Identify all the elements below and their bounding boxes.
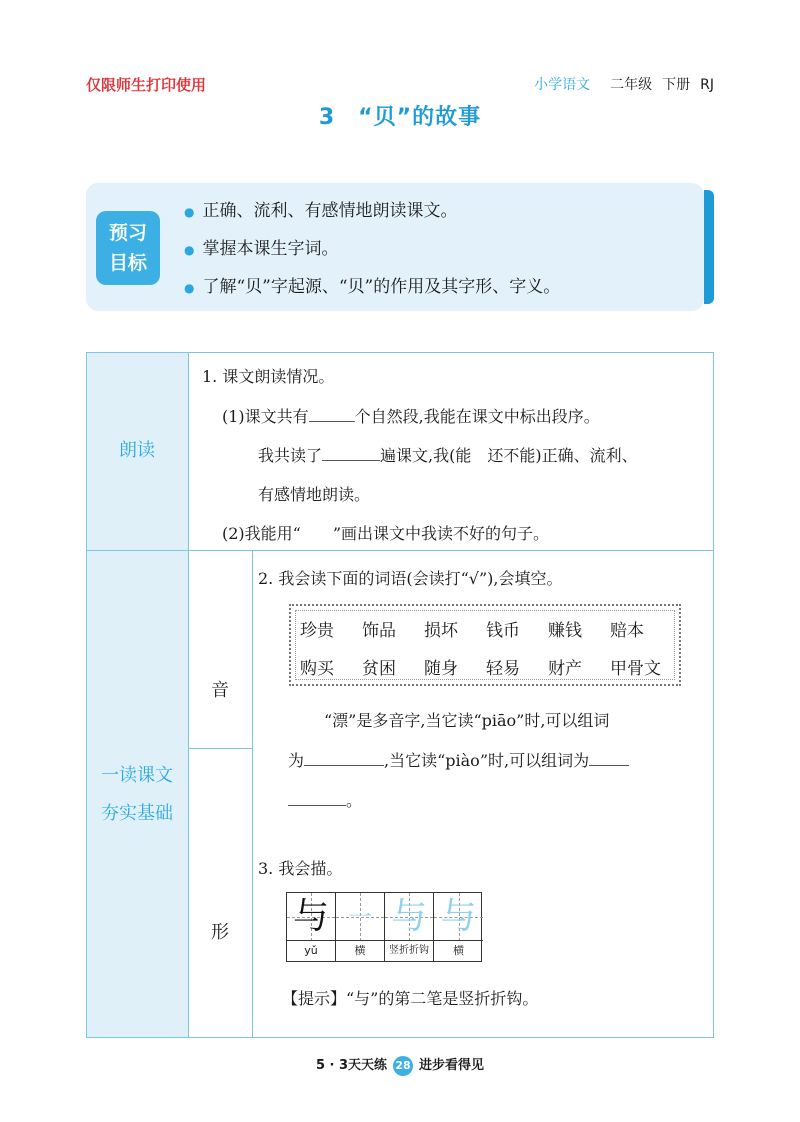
category-column [189,551,253,1037]
sound-category-label: 音 [211,680,229,701]
row-divider [87,550,713,551]
answer-blank[interactable] [288,791,346,806]
q1-part2: (2)我能用“ ”画出课文中我读不好的句子。 [222,524,550,543]
answer-blank[interactable] [309,407,355,422]
volume-label: 下册 [662,77,691,93]
reading-section-label: 朗读 [119,440,155,461]
q1-part1-line1: (1)课文共有 个自然段,我能在课文中标出段序。 [222,407,600,426]
bullet-icon: ● [184,242,195,257]
vocab-word[interactable]: 随身 [424,659,458,679]
vocab-word[interactable]: 赚钱 [548,621,582,641]
vocabulary-row-1 [300,616,672,641]
preview-panel-accent [704,190,714,304]
vocab-word[interactable]: 贫困 [362,659,396,679]
stroke-cell[interactable] [287,893,336,961]
preview-goals [184,192,560,306]
grade-label: 二年级 [610,77,653,93]
stroke-caption: 横 [434,940,483,961]
answer-blank[interactable] [304,751,384,766]
vocab-word[interactable]: 损坏 [424,621,458,641]
stroke-char: 与 [292,896,329,937]
page-footer [0,1054,800,1076]
vocabulary-row-2 [300,654,672,679]
answer-blank[interactable] [322,446,380,461]
stroke-caption: 竖折折钩 [385,940,433,961]
vocab-word[interactable]: 钱币 [486,621,520,641]
vocab-word[interactable]: 财产 [548,659,582,679]
subject-label: 小学语文 [534,77,591,93]
q1-part1-line3: 有感情地朗读。 [258,485,371,504]
category-divider [189,748,253,749]
footer-slogan: 进步看得见 [419,1058,485,1073]
goal-item: ● 掌握本课生字词。 [184,239,339,259]
vocab-word[interactable]: 购买 [300,659,334,679]
goal-item: ● 了解“贝”字起源、“贝”的作用及其字形、字义。 [184,277,561,297]
vocab-word[interactable]: 甲骨文 [610,659,661,679]
print-notice: 仅限师生打印使用 [86,76,207,94]
stroke-char: 一 [348,903,372,931]
badge-line-2: 目标 [108,252,147,274]
lesson-title: 3 “贝”的故事 [318,105,482,130]
stroke-cell[interactable] [336,893,385,961]
stroke-caption: 横 [336,940,384,961]
stroke-char: 与 [390,896,427,937]
bullet-icon: ● [184,204,195,219]
preview-badge [96,211,160,285]
badge-line-1: 预习 [108,222,147,244]
page-number: 28 [393,1056,413,1076]
footer-brand: 5 · 3天天练 [315,1058,388,1073]
book-info [524,74,714,94]
foundation-label-line-2: 夯实基础 [101,803,173,824]
shape-category-label: 形 [211,922,229,943]
bullet-icon: ● [184,280,195,295]
q2-title: 2. 我会读下面的词语(会读打“√”),会填空。 [258,569,563,588]
q1-title: 1. 课文朗读情况。 [202,367,335,386]
vocab-word[interactable]: 珍贵 [300,621,334,641]
stroke-order-table [286,892,482,962]
edition-label: RJ [700,77,714,93]
stroke-char: 与 [440,896,477,937]
stroke-cell[interactable] [385,893,434,961]
stroke-caption: yǔ [287,940,335,961]
goal-item: ● 正确、流利、有感情地朗读课文。 [184,201,458,221]
vocab-word[interactable]: 赔本 [610,621,644,641]
fill-line-3: 。 [288,788,362,811]
q1-part1-line2: 我共读了 遍课文,我(能 还不能)正确、流利、 [258,446,638,465]
stroke-cell[interactable] [434,893,483,961]
q3-title: 3. 我会描。 [258,859,343,878]
vocab-word[interactable]: 轻易 [486,659,520,679]
foundation-label-line-1: 一读课文 [101,765,173,786]
fill-line-2: 为 ,当它读“piào”时,可以组词为 [288,748,629,771]
answer-blank[interactable] [589,751,629,766]
vocab-word[interactable]: 饰品 [362,621,396,641]
q3-tip: 【提示】“与”的第二笔是竖折折钩。 [282,989,539,1008]
fill-line-1: “漂”是多音字,当它读“piāo”时,可以组词 [324,711,610,730]
